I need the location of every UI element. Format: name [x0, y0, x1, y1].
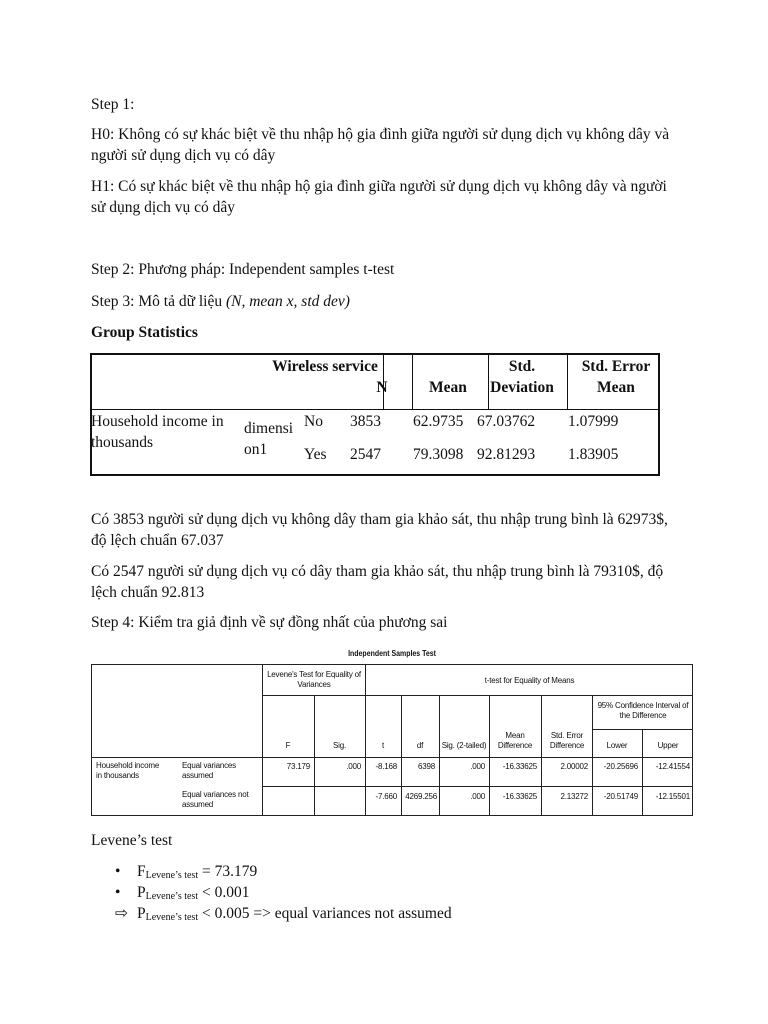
arrow-marker-icon: ⇨: [115, 905, 128, 922]
header-wireless-service: Wireless service: [272, 358, 378, 375]
header-std-deviation: Std. Deviation: [490, 358, 554, 396]
ist-row-label: Household income in thousands: [96, 761, 160, 780]
value-lower: -20.51749: [603, 792, 638, 801]
levene-header: Levene's Test for Equality of Variances: [267, 670, 361, 689]
n-no: 3853: [350, 413, 381, 430]
bullet-rest: < 0.005 => equal variances not assumed: [198, 905, 452, 922]
value-lower: -20.25696: [603, 762, 638, 771]
col-df: df: [416, 741, 424, 750]
hypothesis-h0: H0: Không có sự khác biệt về thu nhập hộ gia đình giữa người sử dụng dịch vụ không dây và người sử dụng dịch vụ có dây: [91, 126, 670, 164]
value-std-error-difference: 2.13272: [560, 792, 588, 801]
header-mean: Mean: [429, 379, 467, 396]
header-n: N: [376, 379, 388, 396]
value-df: 6398: [418, 762, 435, 771]
list-item: [91, 903, 452, 924]
list-item: [91, 861, 452, 882]
n-yes: 2547: [350, 446, 381, 463]
value-t: -8.168: [375, 762, 397, 771]
table-divider: [314, 695, 315, 815]
step4-text: Step 4: Kiểm tra giả định về sự đồng nhất của phương sai: [91, 614, 448, 631]
ci-header: 95% Confidence Interval of the Difference: [597, 701, 689, 720]
table-divider: [262, 786, 692, 787]
value-t: -7.660: [375, 792, 397, 801]
stddev-yes: 92.81293: [477, 446, 536, 463]
step1-text: Step 1:: [91, 96, 135, 113]
col-upper: Upper: [657, 741, 679, 750]
ist-title: Independent Samples Test: [348, 648, 436, 658]
value-sig: .000: [346, 762, 361, 771]
table-divider: [92, 409, 658, 410]
paragraph-wired: Có 2547 người sử dụng dịch vụ có dây tham gia khảo sát, thu nhập trung bình là 79310$, độ lệch chuẩn 92.813: [91, 563, 664, 601]
hypothesis-h1: H1: Có sự khác biệt về thu nhập hộ gia đình giữa người sử dụng dịch vụ không dây và người sử dụng dịch vụ có dây: [91, 178, 667, 216]
stderr-yes: 1.83905: [568, 446, 619, 463]
mean-no: 62.9735: [413, 413, 464, 430]
col-f: F: [285, 741, 291, 750]
header-std-error-mean: Std. Error Mean: [581, 358, 651, 396]
bullet-marker: •: [115, 863, 121, 880]
value-std-error-difference: 2.00002: [560, 762, 588, 771]
step3-prefix: Step 3: Mô tả dữ liệu: [91, 293, 226, 310]
value-mean-difference: -16.33625: [502, 792, 537, 801]
row-equal-variances-assumed: Equal variances assumed: [182, 761, 236, 780]
step2-text: Step 2: Phương pháp: Independent samples t-test: [91, 261, 395, 278]
step3-text: [91, 291, 681, 312]
col-mean-difference: Mean Difference: [497, 731, 533, 750]
independent-samples-test-table: [91, 664, 693, 816]
dimension-label: dimension1: [244, 420, 294, 458]
bullet-main: P: [137, 905, 146, 922]
ttest-header: t-test for Equality of Means: [484, 676, 575, 685]
bullet-subscript: Levene’s test: [145, 870, 199, 881]
col-sig: Sig.: [333, 741, 346, 750]
paragraph-wireless: Có 3853 người sử dụng dịch vụ không dây tham gia khảo sát, thu nhập trung bình là 62973$, độ lệch chuẩn 67.037: [91, 511, 668, 549]
value-mean-difference: -16.33625: [502, 762, 537, 771]
bullet-main: P: [137, 884, 146, 901]
mean-yes: 79.3098: [413, 446, 464, 463]
bullet-subscript: Levene’s test: [145, 891, 199, 902]
col-std-error-difference: Std. Error Difference: [549, 731, 585, 750]
levene-bullet-list: [91, 861, 452, 924]
stderr-no: 1.07999: [568, 413, 619, 430]
col-sig-2tailed: Sig. (2-tailed): [441, 741, 487, 750]
table-divider: [262, 665, 263, 815]
levene-title: Levene’s test: [91, 832, 173, 849]
group-stats-title: Group Statistics: [91, 324, 198, 341]
col-t: t: [381, 741, 385, 750]
table-divider: [92, 757, 692, 758]
table-divider: [262, 695, 692, 696]
step3-italic: (N, mean x, std dev): [225, 293, 350, 310]
group-statistics-table: [90, 353, 660, 476]
group-yes: Yes: [304, 446, 327, 463]
stddev-no: 67.03762: [477, 413, 536, 430]
value-sig-2tailed: .000: [470, 792, 485, 801]
value-sig-2tailed: .000: [470, 762, 485, 771]
value-df: 4269.256: [405, 792, 437, 801]
col-lower: Lower: [606, 741, 628, 750]
bullet-rest: = 73.179: [198, 863, 258, 880]
value-upper: -12.15501: [655, 792, 690, 801]
bullet-main: F: [137, 863, 146, 880]
value-upper: -12.41554: [655, 762, 690, 771]
value-f: 73.179: [286, 762, 310, 771]
group-no: No: [304, 413, 323, 430]
bullet-subscript: Levene’s test: [145, 912, 199, 923]
row-equal-variances-not-assumed: Equal variances not assumed: [182, 790, 249, 809]
row-label-household-income: Household income in thousands: [91, 413, 224, 451]
list-item: [91, 882, 452, 903]
bullet-marker: •: [115, 884, 121, 901]
bullet-rest: < 0.001: [198, 884, 250, 901]
